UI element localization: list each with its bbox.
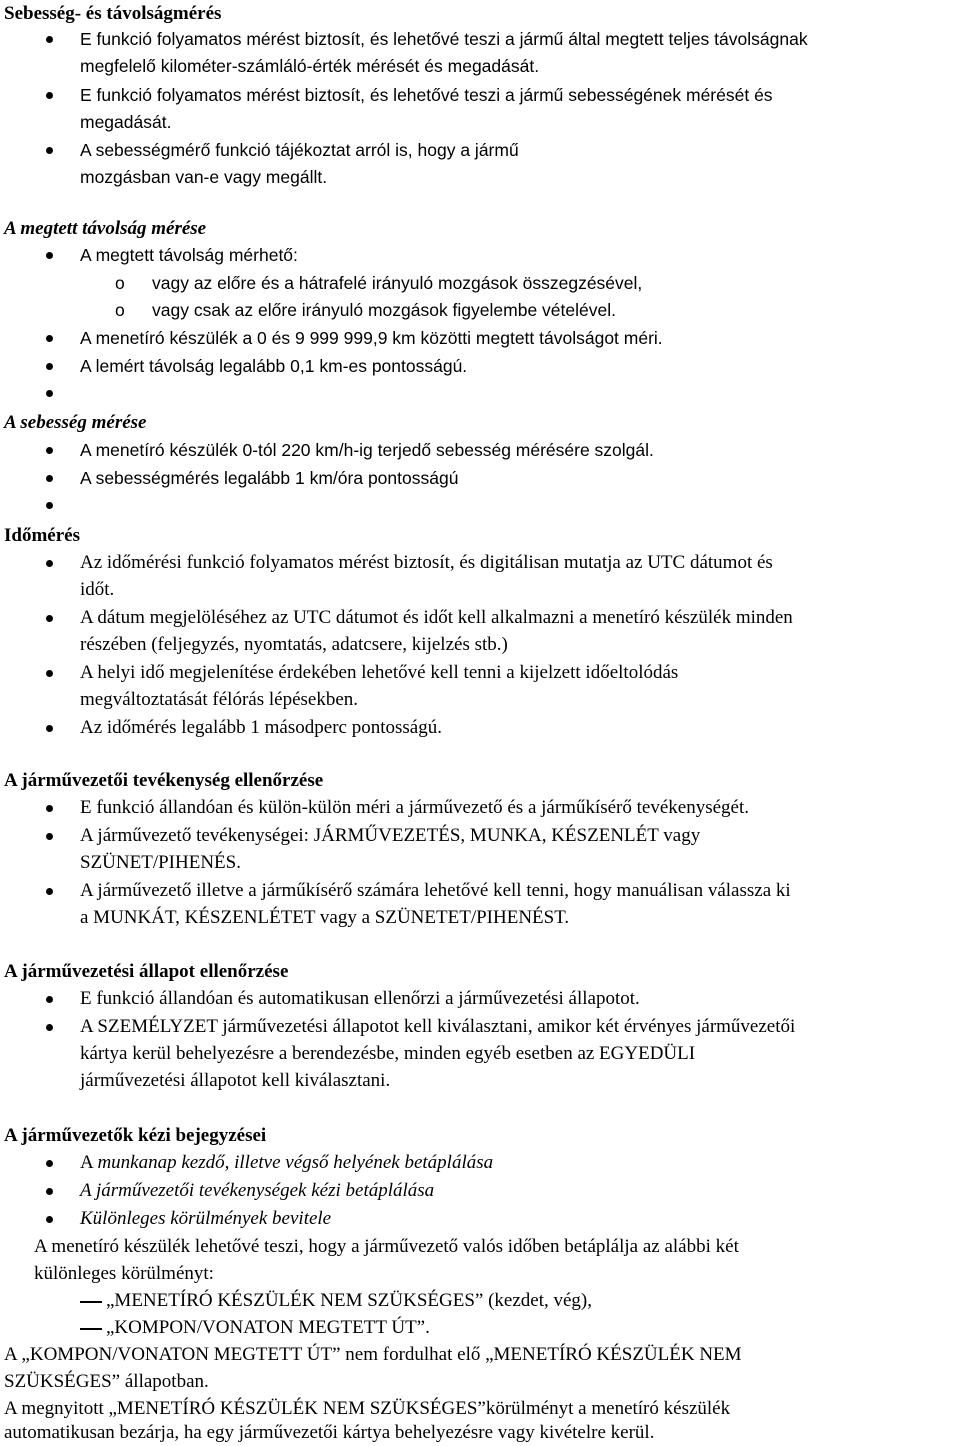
paragraph-line [80, 1149, 493, 1176]
paragraph-line: részében (feljegyzés, nyomtatás, adatcsere, kijelzés stb.) [80, 634, 508, 655]
paragraph-line: járművezetési állapotot kell kiválasztani. [80, 1070, 391, 1091]
paragraph-line: „KOMPON/VONATON MEGTETT ÚT”. [106, 1317, 430, 1338]
paragraph-line: megfelelő kilométer-számláló-érték mérését és megadását. [80, 56, 540, 76]
paragraph-line: E funkció állandóan és automatikusan ellenőrzi a járművezetési állapotot. [80, 988, 640, 1009]
section-heading-driver-activity: A járművezetői tevékenység ellenőrzése [4, 770, 324, 791]
bullet-empty [46, 390, 53, 397]
paragraph-line: A menetíró készülék a 0 és 9 999 999,9 km közötti megtett távolságot méri. [80, 328, 663, 348]
paragraph-line: időt. [80, 579, 115, 600]
bullet-empty [46, 502, 53, 509]
bullet [46, 1216, 53, 1223]
bullet [46, 805, 53, 812]
paragraph-line: A járművezető illetve a járműkísérő számára lehetővé kell tenni, hogy manuálisan válassza ki [80, 880, 791, 901]
paragraph-line: E funkció folyamatos mérést biztosít, és lehetővé teszi a jármű által megtett teljes távolságnak [80, 29, 808, 49]
paragraph-line: Az időmérés legalább 1 másodperc pontosságú. [80, 717, 442, 738]
bullet [46, 363, 53, 370]
paragraph-line: A „KOMPON/VONATON MEGTETT ÚT” nem fordulhat elő „MENETÍRÓ KÉSZÜLÉK NEM [4, 1344, 742, 1365]
bullet [46, 147, 53, 154]
section-heading-manual-entries: A járművezetők kézi bejegyzései [4, 1125, 267, 1146]
paragraph-line: A menetíró készülék lehetővé teszi, hogy a járművezető valós időben betáplálja az alábbi két [34, 1236, 739, 1257]
section-heading-driving-status: A járművezetési állapot ellenőrzése [4, 961, 289, 982]
bullet [46, 888, 53, 895]
bullet [46, 560, 53, 567]
paragraph-line: Különleges körülmények bevitele [80, 1208, 332, 1229]
bullet [46, 833, 53, 840]
paragraph-line: automatikusan bezárja, ha egy járművezetői kártya behelyezésre vagy kivételre kerül. [4, 1422, 655, 1443]
italic-text: munkanap kezdő, illetve végső helyének betáplálása [97, 1152, 494, 1173]
paragraph-line: megváltoztatását félórás lépésekben. [80, 689, 359, 710]
paragraph-line: A menetíró készülék 0-tól 220 km/h-ig terjedő sebesség mérésére szolgál. [80, 440, 654, 460]
section-heading-distance: A megtett távolság mérése [4, 218, 207, 239]
circle-marker: o [115, 300, 125, 320]
bullet [46, 92, 53, 99]
dash-marker [80, 1328, 102, 1330]
paragraph-line: a MUNKÁT, KÉSZENLÉTET vagy a SZÜNETET/PIHENÉST. [80, 907, 570, 928]
paragraph-line: A megnyitott „MENETÍRÓ KÉSZÜLÉK NEM SZÜKSÉGES”körülményt a menetíró készülék [4, 1398, 731, 1419]
paragraph-line: Az időmérési funkció folyamatos mérést biztosít, és digitálisan mutatja az UTC dátumot és [80, 552, 773, 573]
paragraph-line: „MENETÍRÓ KÉSZÜLÉK NEM SZÜKSÉGES” (kezdet, vég), [106, 1290, 592, 1311]
circle-marker: o [115, 273, 125, 293]
paragraph-line: A SZEMÉLYZET járművezetési állapotot kell kiválasztani, amikor két érvényes járművezetői [80, 1016, 796, 1037]
paragraph-line: A lemért távolság legalább 0,1 km-es pontosságú. [80, 356, 468, 376]
bullet [46, 1188, 53, 1195]
paragraph-line: vagy az előre és a hátrafelé irányuló mozgások összegzésével, [152, 273, 643, 293]
paragraph-line: A helyi idő megjelenítése érdekében lehetővé kell tenni a kijelzett időeltolódás [80, 662, 679, 683]
bullet [46, 447, 53, 454]
paragraph-line: A járművezetői tevékenységek kézi betáplálása [80, 1180, 435, 1201]
bullet [46, 335, 53, 342]
paragraph-line: E funkció folyamatos mérést biztosít, és lehetővé teszi a jármű sebességének mérését és [80, 85, 773, 105]
paragraph-line: SZÜNET/PIHENÉS. [80, 852, 241, 873]
paragraph-line: mozgásban van-e vagy megállt. [80, 167, 328, 187]
bullet [46, 615, 53, 622]
paragraph-line: SZÜKSÉGES” állapotban. [4, 1371, 209, 1392]
paragraph-line: A sebességmérő funkció tájékoztat arról is, hogy a jármű [80, 140, 519, 160]
section-heading-time: Időmérés [4, 525, 80, 546]
paragraph-line: E funkció állandóan és külön-külön méri a járművezető és a járműkísérő tevékenységét. [80, 797, 749, 818]
bullet [46, 1024, 53, 1031]
paragraph-line: különleges körülményt: [34, 1263, 214, 1284]
paragraph-line: A dátum megjelöléséhez az UTC dátumot és időt kell alkalmazni a menetíró készülék minden [80, 607, 793, 628]
paragraph-line: A sebességmérés legalább 1 km/óra pontosságú [80, 468, 459, 488]
text-prefix: A [80, 1152, 98, 1173]
paragraph-line: A megtett távolság mérhető: [80, 245, 298, 265]
bullet [46, 475, 53, 482]
paragraph-line: megadását. [80, 112, 172, 132]
paragraph-line: A járművezető tevékenységei: JÁRMŰVEZETÉS, MUNKA, KÉSZENLÉT vagy [80, 825, 701, 846]
bullet [46, 670, 53, 677]
bullet [46, 996, 53, 1003]
bullet [46, 36, 53, 43]
bullet [46, 252, 53, 259]
section-heading-speed-distance: Sebesség- és távolságmérés [4, 3, 222, 24]
bullet [46, 1160, 53, 1167]
dash-marker [80, 1301, 102, 1303]
paragraph-line: vagy csak az előre irányuló mozgások figyelembe vételével. [152, 300, 616, 320]
bullet [46, 725, 53, 732]
paragraph-line: kártya kerül behelyezésre a berendezésbe, minden egyéb esetben az EGYEDÜLI [80, 1043, 696, 1064]
section-heading-speed: A sebesség mérése [4, 412, 147, 433]
